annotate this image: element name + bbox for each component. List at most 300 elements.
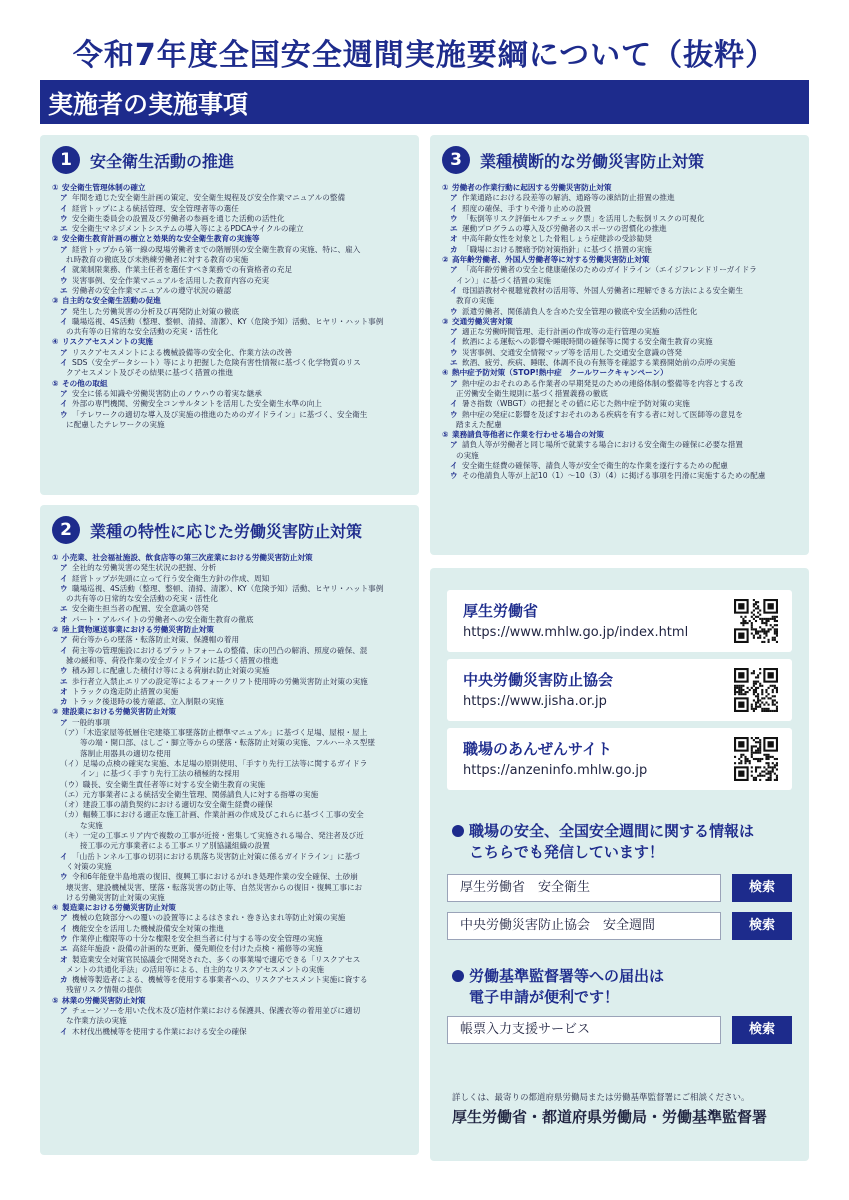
item-text: 作業停止権限等の十分な権限を安全担当者に付与する等の安全管理の実施 (72, 933, 323, 943)
section-number-badge: 3 (442, 146, 470, 174)
item-text: 暑さ指数（WBGT）の把握とその値に応じた熱中症予防対策の実施 (462, 399, 690, 409)
item-marker: ウ (450, 306, 458, 316)
list-item (52, 955, 411, 965)
item-text: リスクアセスメントによる機械設備等の安全化、作業方法の改善 (72, 347, 292, 357)
item-marker: ウ (60, 872, 68, 882)
link-name: 厚生労働省 (463, 602, 539, 620)
item-marker: イ (60, 573, 68, 583)
item-text: 踏まえた配慮 (456, 419, 502, 429)
list-item (442, 286, 801, 296)
item-text: 飲酒による運転への影響や睡眠時間の確保等に関する安全衛生教育の実施 (462, 337, 713, 347)
list-item (52, 635, 411, 645)
list-item (52, 286, 411, 296)
item-text: トラックの逸走防止措置の実施 (72, 686, 179, 696)
item-marker: オ (60, 614, 68, 624)
list-item (52, 759, 411, 769)
link-url[interactable]: https://www.mhlw.go.jp/index.html (463, 625, 689, 640)
link-card-anzeninfo[interactable] (447, 728, 792, 790)
item-text: （イ）足場の点検の確実な実施、本足場の原則使用、「手すり先行工法等に関するガイドラ (60, 758, 368, 768)
item-text: 適正な労働時間管理、走行計画の作成等の走行管理の実施 (462, 327, 660, 337)
list-item (52, 420, 411, 430)
item-text: イン）」に基づく措置の実施 (456, 275, 551, 285)
list-item (52, 368, 411, 378)
item-text: 飲酒、疲労、疾病、睡眠、体調不良の有無等を確認する業務開始前の点呼の実施 (462, 358, 736, 368)
item-text: 「高年齢労働者の安全と健康確保のためのガイドライン（エイジフレンドリーガイドラ (462, 265, 757, 275)
item-marker: ① (442, 183, 449, 192)
item-marker: ウ (450, 347, 458, 357)
item-marker: ⑤ (442, 430, 449, 440)
section-number-badge: 2 (52, 516, 80, 544)
list-item (52, 276, 411, 286)
item-marker: オ (60, 954, 68, 964)
item-text: 令和6年能登半島地震の復旧、復興工事におけるがれき処理作業の安全確保、土砂崩 (72, 872, 358, 882)
item-text: く対策の実施 (66, 861, 112, 871)
item-text: クアセスメント及びその結果に基づく措置の推進 (66, 368, 233, 378)
item-text: 労働者の作業行動に起因する労働災害防止対策 (452, 183, 612, 192)
list-item (52, 1006, 411, 1016)
item-marker: ④ (52, 337, 59, 347)
item-text: 教育の実施 (456, 296, 494, 306)
item-text: 安全衛生経費の確保等、請負人等が安全で衛生的な作業を遂行するための配慮 (462, 461, 728, 471)
list-item (52, 399, 411, 409)
panel-section-1 (40, 135, 419, 495)
item-marker: ア (450, 440, 458, 450)
item-text: ける労働災害防止対策の実施 (66, 892, 165, 902)
item-text: パート・アルバイトの労働者への安全衛生教育の徹底 (72, 614, 254, 624)
search-button[interactable]: 検索 (732, 1016, 792, 1044)
item-text: 全社的な労働災害の発生状況の把握、分析 (72, 563, 217, 573)
list-item (52, 656, 411, 666)
item-text: 経営トップが先頭に立って行う安全衛生方針の作成、周知 (72, 573, 270, 583)
section-title: 業種の特性に応じた労働災害防止対策 (90, 521, 363, 541)
item-text: 陸上貨物運送事業における労働災害防止対策 (62, 625, 214, 635)
item-text: 熱中症予防対策（STOP!熱中症 クールワークキャンペーン） (452, 368, 668, 378)
panel-links (430, 568, 809, 1161)
item-marker: イ (450, 203, 458, 213)
list-item (52, 646, 411, 656)
list-item (52, 872, 411, 882)
item-marker: カ (60, 975, 68, 985)
item-text: 機械等製造者による、機械等を使用する事業者への、リスクアセスメント実施に資する (72, 975, 368, 985)
item-text: 安全に係る知識や労働災害防止のノウハウの着実な継承 (72, 388, 262, 398)
search-row (447, 912, 792, 940)
list-item (52, 584, 411, 594)
item-text: 木材伐出機械等を使用する作業における安全の確保 (72, 1026, 247, 1036)
subheading (442, 368, 801, 378)
item-marker: ウ (60, 583, 68, 593)
item-text: 「転倒等リスク評価セルフチェック票」を活用した転倒リスクの可視化 (462, 213, 705, 223)
item-marker: ア (60, 563, 68, 573)
list-item (52, 728, 411, 738)
item-marker: ① (52, 183, 59, 192)
item-text: 壊災害、建設機械災害、墜落・転落災害の防止等、自然災害からの復旧・復興工事にお (66, 882, 363, 892)
list-item (52, 615, 411, 625)
subheading (442, 317, 801, 327)
search-input[interactable]: 中央労働災害防止協会 安全週間 (447, 912, 721, 940)
list-item (52, 749, 411, 759)
item-marker: ア (60, 244, 68, 254)
item-marker: ア (60, 193, 68, 203)
item-marker: ② (442, 255, 449, 265)
item-marker: ア (450, 327, 458, 337)
list-item (52, 883, 411, 893)
item-marker: エ (450, 224, 458, 234)
item-marker: オ (450, 234, 458, 244)
item-text: 林業の労働災害防止対策 (62, 995, 146, 1005)
bullet-icon (452, 970, 464, 982)
item-text: 年間を通じた安全衛生計画の策定、安全衛生規程及び安全作業マニュアルの整備 (72, 193, 346, 203)
search-button[interactable]: 検索 (732, 912, 792, 940)
link-name: 中央労働災害防止協会 (463, 671, 614, 689)
item-marker: ア (60, 306, 68, 316)
item-text: （オ）建設工事の請負契約における適切な安全衛生経費の確保 (60, 800, 273, 810)
item-marker: ② (52, 234, 59, 244)
item-marker: カ (450, 244, 458, 254)
info-heading-line: 電子申請が便利です！ (469, 988, 620, 1006)
item-marker: エ (60, 604, 68, 614)
item-text: 製造業安全対策官民協議会で開発された、多くの事業場で適応できる「リスクアセス (72, 954, 361, 964)
section-number-badge: 1 (52, 146, 80, 174)
item-marker: ア (450, 193, 458, 203)
item-text: 熱中症の発症に影響を及ぼすおそれのある疾病を有する者に対して医師等の意見を (462, 409, 743, 419)
item-text: 正労働安全衛生規則に基づく措置義務の徹底 (456, 388, 608, 398)
qr-code-icon (734, 599, 778, 643)
item-text: 安全衛生管理体制の確立 (62, 183, 146, 192)
item-marker: ア (450, 378, 458, 388)
banner-title: 実施者の実施事項 (48, 90, 249, 119)
item-marker: イ (60, 851, 68, 861)
item-marker: ウ (450, 213, 458, 223)
item-marker: イ (60, 645, 68, 655)
section-1-header (52, 145, 419, 175)
footer-note: 詳しくは、最寄りの都道府県労働局または労働基準監督署にご相談ください。 (452, 1093, 750, 1103)
item-text: 作業通路における段差等の解消、通路等の凍結防止措置の推進 (462, 193, 675, 203)
list-item (52, 307, 411, 317)
list-item (52, 780, 411, 790)
qr-code-icon (734, 668, 778, 712)
subheading (52, 296, 411, 306)
list-item (442, 348, 801, 358)
info-heading-e-application (452, 966, 664, 1008)
list-item (52, 790, 411, 800)
item-text: リスクアセスメントの実施 (62, 337, 153, 347)
item-text: 高経年施設・設備の計画的な更新、優先順位を付けた点検・補修等の実施 (72, 944, 323, 954)
item-text: 「職場における腰痛予防対策指針」に基づく措置の実施 (462, 244, 652, 254)
item-text: 小売業、社会福祉施設、飲食店等の第三次産業における労働災害防止対策 (62, 553, 313, 562)
bullet-icon (452, 825, 464, 837)
item-marker: ⑤ (52, 995, 59, 1005)
item-marker: ⑤ (52, 378, 59, 388)
list-item (52, 358, 411, 368)
list-item (52, 738, 411, 748)
item-text: な実施 (80, 820, 103, 830)
item-marker: イ (450, 461, 458, 471)
item-text: 積み卸しに配慮した積付け等による荷崩れ防止対策の実施 (72, 666, 270, 676)
list-item (442, 296, 801, 306)
item-text: の共有等の日常的な安全活動の充実・活性化 (66, 594, 218, 604)
subheading (442, 255, 801, 265)
list-item (442, 337, 801, 347)
item-marker: ウ (450, 409, 458, 419)
list-item (52, 893, 411, 903)
list-item (52, 924, 411, 934)
list-item (52, 193, 411, 203)
list-item (442, 224, 801, 234)
item-text: 残留リスク情報の提供 (66, 985, 142, 995)
list-item (52, 769, 411, 779)
list-item (442, 265, 801, 275)
item-text: 運動プログラムの導入及び労働者のスポーツの習慣化の推進 (462, 224, 667, 234)
item-text: 請負人等が労働者と同じ場所で就業する場合における安全衛生の確保に必要な措置 (462, 440, 743, 450)
list-item (442, 307, 801, 317)
item-text: （ア）「木造家屋等低層住宅建築工事墜落防止標準マニュアル」に基づく足場、屋根・屋上 (60, 728, 368, 738)
list-item (52, 934, 411, 944)
item-marker: エ (60, 676, 68, 686)
item-text: 安全衛生担当者の配置、安全意識の啓発 (72, 604, 209, 614)
item-marker: エ (60, 944, 68, 954)
info-heading-line: 労働基準監督署等への届出は (469, 967, 665, 985)
list-item (442, 451, 801, 461)
subheading (52, 996, 411, 1006)
list-item (52, 245, 411, 255)
list-item (442, 379, 801, 389)
item-text: 安全衛生委員会の設置及び労働者の参画を通じた活動の活性化 (72, 213, 285, 223)
list-item (52, 821, 411, 831)
item-text: 交通労働災害対策 (452, 316, 513, 326)
item-text: （カ）輻輳工事における適正な施工計画、作業計画の作成及びこれらに基づく工事の安全 (60, 810, 364, 820)
item-text: 経営トップから第一線の現場労働者までの階層別の安全衛生教育の実施、特に、雇入 (72, 244, 361, 254)
item-marker: イ (60, 265, 68, 275)
item-marker: ア (60, 347, 68, 357)
item-text: SDS（安全データシート）等により把握した危険有害性情報に基づく化学物質のリス (72, 358, 361, 368)
item-marker: ア (450, 265, 458, 275)
section-3-header (442, 145, 809, 175)
list-item (52, 389, 411, 399)
item-marker: イ (450, 285, 458, 295)
item-marker: ウ (60, 666, 68, 676)
item-text: 雑の緩和等、荷役作業の安全ガイドラインに基づく措置の推進 (66, 655, 279, 665)
search-input[interactable]: 厚生労働省 安全衛生 (447, 874, 721, 902)
item-marker: ア (60, 1006, 68, 1016)
info-heading-line: 職場の安全、全国安全週間に関する情報は (469, 822, 755, 840)
list-item (52, 965, 411, 975)
list-item (52, 265, 411, 275)
item-text: 職場巡視、4S活動（整理、整頓、清掃、清潔）、KY（危険予知）活動、ヒヤリ・ハット事例 (72, 583, 384, 593)
list-item (52, 1027, 411, 1037)
section-banner (40, 80, 809, 124)
item-marker: ア (60, 913, 68, 923)
item-marker: イ (60, 923, 68, 933)
subheading (442, 430, 801, 440)
item-text: 製造業における労働災害防止対策 (62, 903, 176, 913)
item-marker: ア (60, 717, 68, 727)
item-text: 派遣労働者、関係請負人を含めた安全管理の徹底や安全活動の活性化 (462, 306, 698, 316)
subheading (52, 625, 411, 635)
item-marker: ウ (450, 471, 458, 481)
item-marker: ③ (442, 316, 449, 326)
item-text: （エ）元方事業者による統括安全衛生管理、関係請負人に対する指導の実施 (60, 789, 319, 799)
item-marker: イ (60, 203, 68, 213)
list-item (52, 800, 411, 810)
item-marker: ウ (60, 933, 68, 943)
item-text: 発生した労働災害の分析及び再発防止対策の徹底 (72, 306, 240, 316)
item-text: 高年齢労働者、外国人労働者等に対する労働災害防止対策 (452, 255, 650, 265)
list-item (442, 245, 801, 255)
list-item (52, 563, 411, 573)
list-item (442, 471, 801, 481)
item-text: 労働者の安全作業マニュアルの遵守状況の確認 (72, 285, 232, 295)
item-text: な作業方法の実施 (66, 1016, 127, 1026)
item-text: 災害事例、交通安全情報マップ等を活用した交通安全意識の啓発 (462, 347, 682, 357)
item-marker: イ (60, 399, 68, 409)
list-item (52, 810, 411, 820)
list-item (442, 440, 801, 450)
link-url[interactable]: https://www.jisha.or.jp (463, 694, 607, 709)
list-item (52, 985, 411, 995)
list-item (442, 276, 801, 286)
item-text: 機能安全を活用した機械設備安全対策の推進 (72, 923, 224, 933)
item-marker: ④ (442, 368, 449, 378)
item-text: 接工事の元方事業者による工事エリア別協議組織の設置 (80, 841, 270, 851)
list-item (52, 348, 411, 358)
item-marker: ア (60, 635, 68, 645)
item-text: の実施 (456, 450, 479, 460)
item-marker: ③ (52, 707, 59, 717)
section-2-items (40, 553, 419, 1037)
subheading (52, 337, 411, 347)
list-item (52, 913, 411, 923)
subheading (52, 903, 411, 913)
list-item (52, 224, 411, 234)
list-item (52, 1016, 411, 1026)
item-text: イン」に基づく手すり先行工法の積極的な採用 (80, 769, 240, 779)
list-item (52, 410, 411, 420)
subheading (442, 183, 801, 193)
item-marker: ウ (60, 409, 68, 419)
subheading (52, 183, 411, 193)
item-marker: ④ (52, 903, 59, 913)
list-item (52, 687, 411, 697)
list-item (442, 204, 801, 214)
item-marker: ア (60, 388, 68, 398)
link-card-mhlw[interactable] (447, 590, 792, 652)
item-text: の共有等の日常的な安全活動の充実・活性化 (66, 327, 218, 337)
item-marker: ウ (60, 213, 68, 223)
subheading (52, 553, 411, 563)
item-text: 就業制限業務、作業主任者を選任すべき業務での有資格者の充足 (72, 265, 293, 275)
item-marker: エ (60, 285, 68, 295)
subheading (52, 234, 411, 244)
item-marker: イ (450, 337, 458, 347)
list-item (52, 317, 411, 327)
list-item (52, 255, 411, 265)
item-marker: ② (52, 625, 59, 635)
list-item (442, 193, 801, 203)
search-button[interactable]: 検索 (732, 874, 792, 902)
list-item (52, 666, 411, 676)
list-item (442, 358, 801, 368)
item-marker: ① (52, 553, 59, 562)
item-marker: ③ (52, 296, 59, 306)
search-input[interactable]: 帳票入力支援サービス (447, 1016, 721, 1044)
item-text: 「テレワークの適切な導入及び実施の推進のためのガイドライン」に基づく、安全衛生 (72, 409, 368, 419)
list-item (52, 718, 411, 728)
item-text: 職場巡視、4S活動（整理、整頓、清掃、清潔）、KY（危険予知）活動、ヒヤリ・ハット事例 (72, 316, 384, 326)
list-item (52, 944, 411, 954)
item-text: れ時教育の徹底及び未熟練労働者に対する教育の実施 (66, 255, 249, 265)
list-item (442, 234, 801, 244)
item-text: 等の端・開口部、はしご・脚立等からの墜落・転落防止対策の実施、フルハーネス型墜 (80, 738, 375, 748)
item-text: メントの共通化手法」の活用等による、自主的なリスクアセスメントの実施 (66, 964, 324, 974)
info-heading-line: こちらでも発信しています！ (469, 843, 664, 861)
list-item (442, 214, 801, 224)
item-marker: イ (60, 316, 68, 326)
item-marker: イ (60, 358, 68, 368)
panel-section-3 (430, 135, 809, 555)
link-card-jisha[interactable] (447, 659, 792, 721)
item-text: 一般的事項 (72, 717, 110, 727)
item-text: 経営トップによる統括管理、安全管理者等の選任 (72, 203, 239, 213)
subheading (52, 707, 411, 717)
list-item (52, 677, 411, 687)
item-marker: イ (450, 399, 458, 409)
section-3-items (430, 183, 809, 482)
item-text: 歩行者立入禁止エリアの設定等によるフォークリフト使用時の労働災害防止対策の実施 (72, 676, 368, 686)
list-item (442, 327, 801, 337)
list-item (442, 389, 801, 399)
list-item (442, 410, 801, 420)
item-text: 安全衛生マネジメントシステムの導入等によるPDCAサイクルの確立 (72, 224, 304, 234)
list-item (52, 852, 411, 862)
item-text: その他の取組 (62, 378, 108, 388)
qr-code-icon (734, 737, 778, 781)
list-item (442, 461, 801, 471)
list-item (52, 327, 411, 337)
page-title: 令和7年度全国安全週間実施要綱について（抜粋） (72, 38, 777, 73)
item-text: 外部の専門機関、労働安全コンサルタントを活用した安全衛生水準の向上 (72, 399, 322, 409)
item-text: 建設業における労働災害防止対策 (62, 707, 176, 717)
item-text: その他請負人等が上記10（1）～10（3）（4）に掲げる事項を円滑に実施するための配慮 (462, 471, 766, 481)
list-item (52, 594, 411, 604)
list-item (442, 420, 801, 430)
item-text: トラック後退時の後方確認、立入制限の実施 (72, 697, 224, 707)
item-text: 「山岳トンネル工事の切羽における肌落ち災害防止対策に係るガイドライン」に基づ (72, 851, 360, 861)
section-title: 業種横断的な労働災害防止対策 (480, 151, 705, 171)
item-text: 照度の確保、手すりや滑り止めの設置 (462, 203, 592, 213)
link-url[interactable]: https://anzeninfo.mhlw.go.jp (463, 763, 648, 778)
list-item (52, 862, 411, 872)
item-text: 自主的な安全衛生活動の促進 (62, 296, 161, 306)
list-item (52, 214, 411, 224)
item-text: 落制止用器具の適切な使用 (80, 748, 172, 758)
link-name: 職場のあんぜんサイト (463, 740, 612, 758)
subheading (52, 379, 411, 389)
section-1-items (40, 183, 419, 430)
list-item (52, 574, 411, 584)
item-marker: エ (450, 358, 458, 368)
list-item (52, 204, 411, 214)
list-item (52, 697, 411, 707)
list-item (52, 841, 411, 851)
search-row (447, 1016, 792, 1044)
footer-organization: 厚生労働省・都道府県労働局・労働基準監督署 (452, 1108, 768, 1126)
item-marker: ウ (60, 275, 68, 285)
item-text: 安全衛生教育計画の樹立と効果的な安全衛生教育の実施等 (62, 234, 260, 244)
item-text: （キ）一定の工事エリア内で複数の工事が近接・密集して実施される場合、発注者及び近 (60, 831, 364, 841)
list-item (52, 604, 411, 614)
item-marker: カ (60, 697, 68, 707)
item-text: 荷主等の管理施設におけるプラットフォームの整備、床の凹凸の解消、照度の確保、混 (72, 645, 368, 655)
